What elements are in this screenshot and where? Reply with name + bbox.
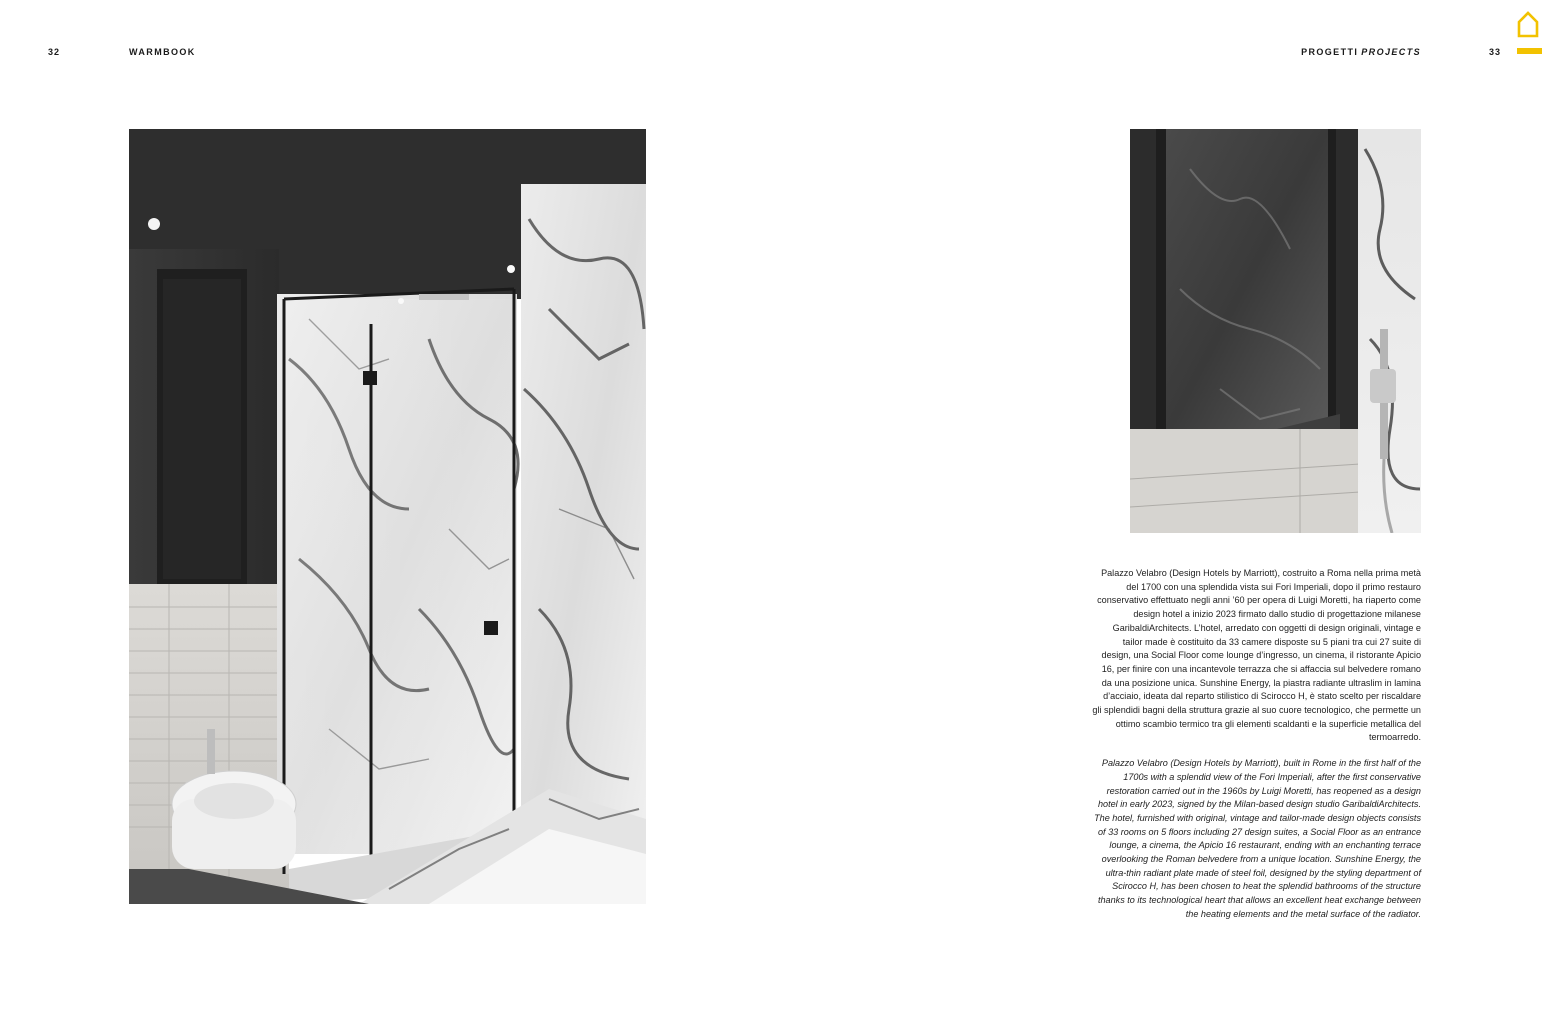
bathroom-shower-photo <box>129 129 646 904</box>
article-body <box>1092 567 1421 934</box>
left-page-number: 32 <box>48 47 61 57</box>
running-title-italian: PROGETTI <box>1301 47 1359 57</box>
right-page-number: 33 <box>1489 47 1502 57</box>
body-english: Palazzo Velabro (Design Hotels by Marriott), built in Rome in the first half of the 1700s with a splendid view of the Fori Imperiali, after the first conservative restoration carried out in the 1960s by Luigi Moretti, has reopened as a design hotel in early 2023, signed by the Milan-based design studio GaribaldiArchitects. The hotel, furnished with original, vintage and tailor-made design objects consists of 33 rooms on 5 floors including 27 design suites, a Social Floor as an entrance lounge, a cinema, the Apicio 16 restaurant, ending with an enchanting terrace overlooking the Roman belvedere from a unique location. Sunshine Energy, the ultra-thin radiant plate made of steel foil, designed by the styling department of Scirocco H, has been chosen to heat the splendid bathrooms of the structure thanks to its technological heart that allows an excellent heat exchange between the heating elements and the metal surface of the radiator. <box>1094 758 1421 919</box>
right-running-title <box>1301 47 1421 57</box>
body-italian: Palazzo Velabro (Design Hotels by Marriott), costruito a Roma nella prima metà del 1700 con una splendida vista sui Fori Imperiali, dopo il primo restauro conservativo effettuato negli anni ’60 per opera di Luigi Moretti, ha riaperto come design hotel a inizio 2023 firmato dallo studio di progettazione milanese GaribaldiArchitects. L’hotel, arredato con oggetti di design originali, vintage e tailor made è costituito da 33 camere disposte su 5 piani tra cui 27 suite di design, una Social Floor come lounge d’ingresso, un cinema, il ristorante Apicio 16, per finire con una incantevole terrazza che si affaccia sul belvedere romano da una posizione unica. Sunshine Energy, la piastra radiante ultraslim in lamina d’acciaio, ideata dal reparto stilistico di Scirocco H, è stato scelto per riscaldare gli splendidi bagni della struttura grazie al suo cuore tecnologico, che permette un ottimo scambio termico tra gli elementi scaldanti e la superficie metallica del termoarredo. <box>1092 568 1421 743</box>
running-title-english: PROJECTS <box>1361 47 1421 57</box>
mirror-detail-photo <box>1130 129 1421 533</box>
left-running-title: WARMBOOK <box>129 47 196 57</box>
house-icon <box>1514 10 1542 56</box>
